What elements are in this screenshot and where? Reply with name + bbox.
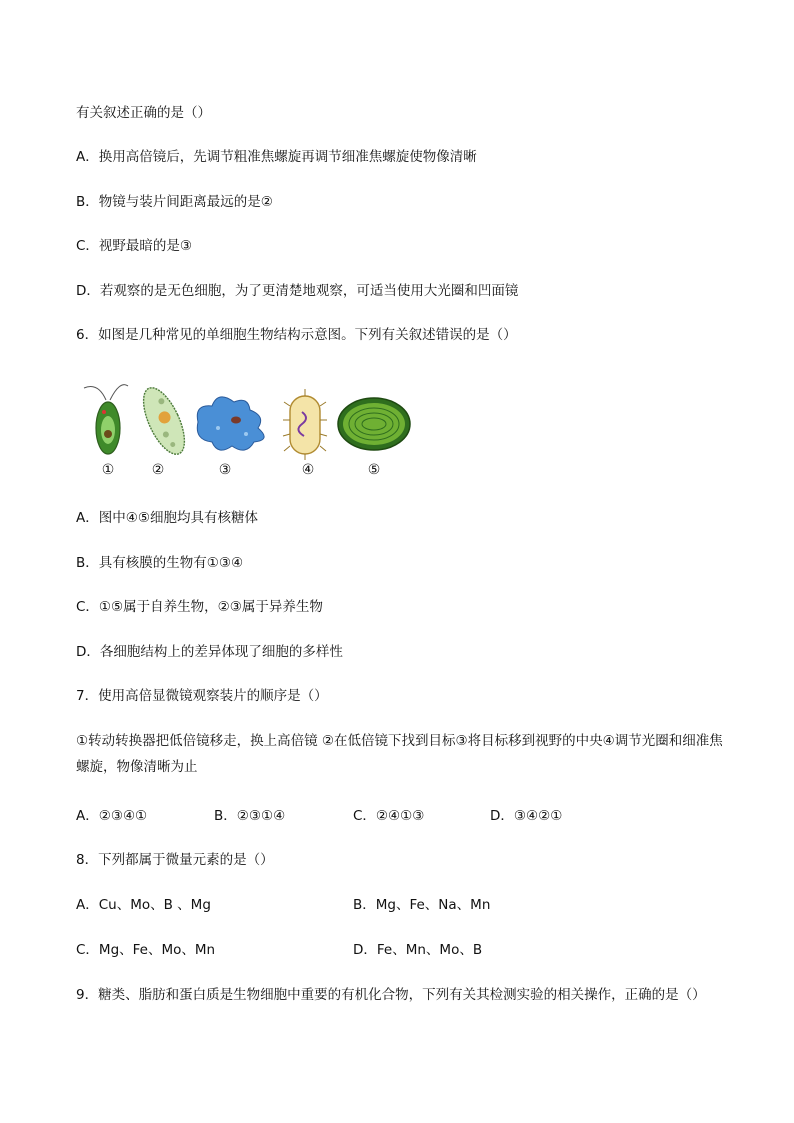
q8-stem: 8．下列都属于微量元素的是（）: [76, 852, 274, 868]
q5-option-a: A．换用高倍镜后，先调节粗准焦螺旋再调节细准焦螺旋使物像清晰: [76, 149, 477, 165]
q7-option-d: D．③④②①: [490, 808, 563, 824]
figure-label-2: ②: [151, 462, 165, 478]
q8-options-row-2: [76, 941, 726, 959]
q7-option-b: B．②③①④: [214, 808, 286, 824]
q7-option-c: C．②④①③: [353, 808, 425, 824]
q5-stem-tail: 有关叙述正确的是（）: [76, 105, 211, 121]
q8-option-b: B．Mg、Fe、Na、Mn: [353, 897, 491, 913]
single-cell-organisms-figure: [76, 376, 416, 486]
q5-option-d: D．若观察的是无色细胞，为了更清楚地观察，可适当使用大光圈和凹面镜: [76, 283, 519, 299]
bacterium-drawing: [283, 389, 327, 460]
q7-steps: ①转动转换器把低倍镜移走，换上高倍镜 ②在低倍镜下找到目标③将目标移到视野的中央④调节光圈和细准焦螺旋，物像清晰为止: [76, 733, 723, 775]
q7-stem: 7．使用高倍显微镜观察装片的顺序是（）: [76, 688, 328, 704]
q8-option-c: C．Mg、Fe、Mo、Mn: [76, 942, 216, 958]
q8-option-d: D．Fe、Mn、Mo、B: [353, 942, 483, 958]
chlamydomonas-drawing: [84, 385, 128, 454]
q9-stem: 9．糖类、脂肪和蛋白质是生物细胞中重要的有机化合物，下列有关其检测实验的相关操作，正确的是（）: [76, 987, 706, 1003]
figure-label-4: ④: [301, 462, 315, 478]
paramecium-drawing: [135, 382, 193, 460]
q7-option-a: A．②③④①: [76, 808, 148, 824]
q5-option-c: C．视野最暗的是③: [76, 238, 193, 254]
q6-option-b: B．具有核膜的生物有①③④: [76, 555, 244, 571]
amoeba-drawing: [197, 397, 264, 450]
q6-option-d: D．各细胞结构上的差异体现了细胞的多样性: [76, 644, 343, 660]
q8-options-row-1: [76, 896, 726, 914]
figure-label-5: ⑤: [367, 462, 381, 478]
cyanobacterium-drawing: [338, 398, 410, 450]
q6-option-c: C．①⑤属于自养生物，②③属于异养生物: [76, 599, 323, 615]
q7-options-row: [76, 807, 726, 825]
q5-option-b: B．物镜与装片间距离最远的是②: [76, 194, 273, 210]
figure-label-3: ③: [218, 462, 232, 478]
cells-illustration: [76, 376, 416, 460]
q6-option-a: A．图中④⑤细胞均具有核糖体: [76, 510, 258, 526]
figure-label-1: ①: [101, 462, 115, 478]
q6-stem: 6．如图是几种常见的单细胞生物结构示意图。下列有关叙述错误的是（）: [76, 327, 517, 343]
q8-option-a: A．Cu、Mo、B 、Mg: [76, 897, 211, 913]
